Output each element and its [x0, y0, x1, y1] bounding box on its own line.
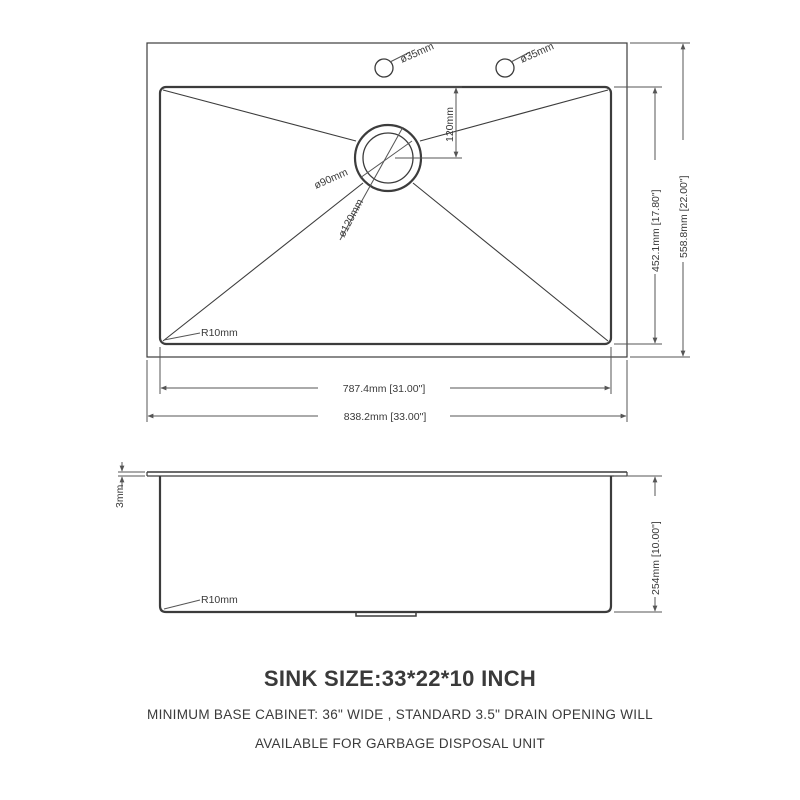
side-bowl-outline — [160, 476, 611, 612]
bowl-width-label: 787.4mm [31.00"] — [342, 383, 426, 395]
slope-line-bottom-right — [413, 183, 608, 341]
cabinet-note-line-2: AVAILABLE FOR GARBAGE DISPOSAL UNIT — [254, 736, 546, 751]
slope-line-top-left — [163, 90, 356, 141]
drain-inner-label: ø90mm — [312, 166, 350, 192]
bowl-height-label: 254mm [10.00"] — [650, 521, 662, 595]
side-radius-leader — [164, 600, 200, 609]
drain-outer-label: ø120mm — [336, 197, 367, 240]
cabinet-note-line-1: MINIMUM BASE CABINET: 36" WIDE , STANDARD 3.5" DRAIN OPENING WILL — [147, 707, 653, 722]
faucet-right-label: ø35mm — [518, 40, 556, 66]
side-radius-label: R10mm — [201, 594, 238, 606]
side-view — [114, 462, 662, 616]
bowl-depth-label: 452.1mm [17.80"] — [650, 189, 662, 272]
overall-depth-label: 558.8mm [22.00"] — [678, 175, 690, 258]
sink-outer-outline — [147, 43, 627, 357]
sink-size-title: SINK SIZE:33*22*10 INCH — [263, 666, 537, 691]
drain-offset-label: 120mm — [444, 106, 456, 142]
slope-line-bottom-left — [163, 183, 363, 341]
top-view — [147, 40, 690, 423]
drain-inner-diameter-line — [360, 141, 412, 178]
overall-width-label: 838.2mm [33.00"] — [343, 411, 427, 423]
rim-thickness-label: 3mm — [114, 484, 126, 508]
faucet-left-label: ø35mm — [398, 40, 436, 66]
top-radius-label: R10mm — [201, 327, 238, 339]
